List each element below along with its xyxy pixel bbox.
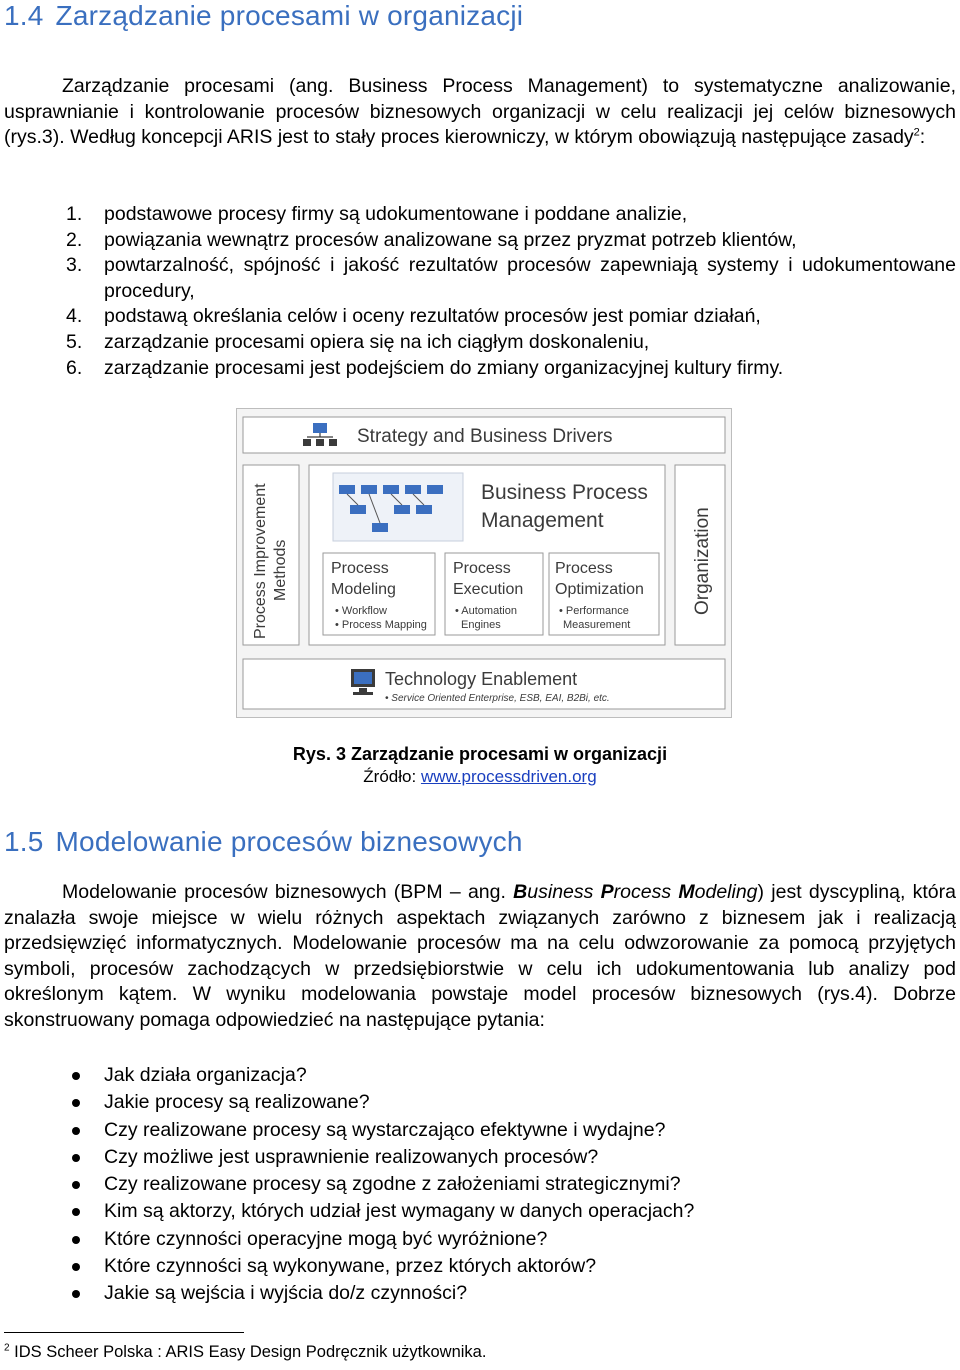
execution-bullet-1: • Automation: [455, 605, 517, 617]
process-modeling-box: [323, 553, 435, 635]
list-item: [4, 1171, 694, 1198]
acronym-letter: M: [678, 881, 695, 903]
figure-source: [0, 767, 960, 787]
bpm-modeling-paragraph: [4, 880, 956, 1034]
list-item: [4, 1117, 694, 1144]
list-text: powiązania wewnątrz procesów analizowane są przez pryzmat potrzeb klientów,: [104, 228, 797, 251]
bpm-title-line-1: Business Process: [481, 481, 648, 504]
list-text: zarządzanie procesami jest podejściem do zmiany organizacyjnej kultury firmy.: [104, 356, 784, 379]
question-text: Czy realizowane procesy są wystarczająco efektywne i wydajne?: [104, 1118, 666, 1141]
source-link[interactable]: www.processdriven.org: [420, 767, 597, 786]
paragraph-text: Modelowanie procesów biznesowych (BPM – ang.: [62, 881, 514, 903]
bpm-figure: [236, 408, 732, 718]
technology-subtitle: • Service Oriented Enterprise, ESB, EAI, B2Bi, etc.: [385, 693, 610, 704]
bullet-icon: [72, 1208, 80, 1216]
bpm-diagram: [237, 409, 731, 717]
execution-title-2: Execution: [453, 581, 524, 598]
strategy-label: Strategy and Business Drivers: [357, 426, 613, 447]
workflow-icon: [333, 473, 463, 541]
question-text: Które czynności operacyjne mogą być wyróżnione?: [104, 1227, 548, 1250]
technology-bar: [243, 659, 725, 709]
term-part: odeling: [694, 881, 758, 903]
list-item: [4, 1062, 694, 1089]
bullet-icon: [72, 1181, 80, 1189]
section-title: Zarządzanie procesami w organizacji: [55, 0, 524, 31]
list-item: [4, 1198, 694, 1225]
optimization-title-2: Optimization: [555, 581, 644, 598]
list-number: 2.: [66, 228, 83, 251]
section-number: 1.5: [4, 826, 44, 857]
question-text: Jak działa organizacja?: [104, 1064, 307, 1086]
section-title: Modelowanie procesów biznesowych: [55, 826, 523, 857]
footnote-number: 2: [4, 1342, 10, 1354]
modeling-title-2: Modeling: [331, 581, 396, 598]
question-text: Czy możliwe jest usprawnienie realizowanych procesów?: [104, 1145, 599, 1168]
bpm-title-line-2: Management: [481, 509, 604, 532]
optimization-bullet-1: • Performance: [559, 605, 629, 617]
optimization-title-1: Process: [555, 560, 613, 577]
list-number: 3.: [66, 254, 83, 277]
process-optimization-box: [549, 553, 659, 635]
bpm-panel: [309, 465, 665, 645]
bullet-icon: [72, 1099, 80, 1107]
process-improvement-panel: [243, 465, 299, 645]
left-vertical-line-1: Process Improvement: [252, 483, 269, 639]
bullet-icon: [72, 1290, 80, 1298]
technology-title: Technology Enablement: [385, 669, 578, 689]
list-item: [4, 330, 956, 356]
list-item: [4, 1089, 694, 1116]
footnote-reference[interactable]: 2: [913, 126, 920, 139]
bullet-icon: [72, 1154, 80, 1162]
bullet-icon: [72, 1072, 80, 1080]
term-part: usiness: [527, 881, 601, 903]
source-label: Źródło:: [363, 767, 421, 786]
list-text: podstawą określania celów i oceny rezultatów procesów jest pomiar działań,: [104, 305, 761, 328]
question-text: Które czynności są wykonywane, przez których aktorów?: [104, 1255, 597, 1278]
modeling-bullet-2: • Process Mapping: [335, 619, 427, 631]
list-number: 4.: [66, 305, 83, 328]
list-number: 5.: [66, 330, 83, 353]
question-text: Jakie procesy są realizowane?: [104, 1091, 370, 1114]
list-text: zarządzanie procesami opiera się na ich ciągłym doskonaleniu,: [104, 330, 650, 353]
aris-principles-list: [4, 202, 956, 381]
list-text: powtarzalność, spójność i jakość rezultatów procesów zapewniają systemy i udokumentowane procedury,: [104, 254, 956, 302]
process-execution-box: [445, 553, 543, 635]
list-item: [4, 1226, 694, 1253]
section-heading-1-4: [4, 0, 523, 32]
bullet-icon: [72, 1236, 80, 1244]
acronym-letter: P: [600, 881, 614, 903]
footnote: [4, 1343, 486, 1362]
left-vertical-line-2: Methods: [272, 539, 289, 601]
list-item: [4, 228, 956, 254]
footnote-text: IDS Scheer Polska : ARIS Easy Design Podręcznik użytkownika.: [14, 1343, 487, 1361]
execution-title-1: Process: [453, 560, 511, 577]
list-text: podstawowe procesy firmy są udokumentowane i poddane analizie,: [104, 203, 688, 225]
list-item: [4, 1280, 694, 1307]
execution-bullet-2: Engines: [461, 619, 501, 631]
question-text: Czy realizowane procesy są zgodne z założeniami strategicznymi?: [104, 1173, 681, 1196]
figure-caption: Rys. 3 Zarządzanie procesami w organizacji: [292, 744, 668, 764]
paragraph-tail: :: [919, 126, 926, 149]
questions-list: [4, 1062, 694, 1308]
list-item: [4, 1144, 694, 1171]
list-number: 1.: [66, 203, 83, 225]
acronym-letter: B: [513, 881, 528, 903]
list-item: [4, 202, 956, 228]
footnote-separator: [4, 1332, 244, 1333]
term-part: rocess: [613, 881, 679, 903]
strategy-bar: [243, 417, 725, 453]
bpm-definition-paragraph: [4, 74, 956, 151]
section-number: 1.4: [4, 0, 44, 31]
list-item: [4, 356, 956, 382]
section-heading-1-5: [4, 826, 523, 858]
list-item: [4, 304, 956, 330]
question-text: Jakie są wejścia i wyjścia do/z czynności?: [104, 1282, 468, 1305]
modeling-bullet-1: • Workflow: [335, 605, 387, 617]
list-item: [4, 253, 956, 304]
paragraph-text: ) jest dyscypliną, która znalazła swoje miejsce w wielu różnych aspektach związanych zarówno z biznesem jak i realizacją przedsięwzięć informatycznych. Modelowanie procesów ma na celu odwzorowanie za pomocą przyjętych symboli, procesów zachodzących w przedsiębiorstwie w celu ich udokumentowania lub analizy pod określonym kątem. W wyniku modelowania powstaje model procesów biznesowych (rys.4). Dobrze skonstruowany pomaga odpowiedzieć na następujące pytania:: [4, 881, 956, 1031]
organization-panel: [675, 465, 725, 645]
question-text: Kim są aktorzy, których udział jest wymagany w danych operacjach?: [104, 1200, 695, 1223]
bullet-icon: [72, 1263, 80, 1271]
paragraph-text: Zarządzanie procesami (ang. Business Process Management) to systematyczne analizowanie, usprawnianie i kontrolowanie procesów biznesowych organizacji w celu realizacji jej celów biznesowych (rys.3). Według koncepcji ARIS jest to stały proces kierowniczy, w którym obowiązują następujące zasady: [4, 75, 956, 149]
list-item: [4, 1253, 694, 1280]
organization-label: Organization: [692, 507, 713, 615]
optimization-bullet-2: Measurement: [563, 619, 631, 631]
bullet-icon: [72, 1127, 80, 1135]
list-number: 6.: [66, 356, 83, 379]
modeling-title-1: Process: [331, 560, 389, 577]
